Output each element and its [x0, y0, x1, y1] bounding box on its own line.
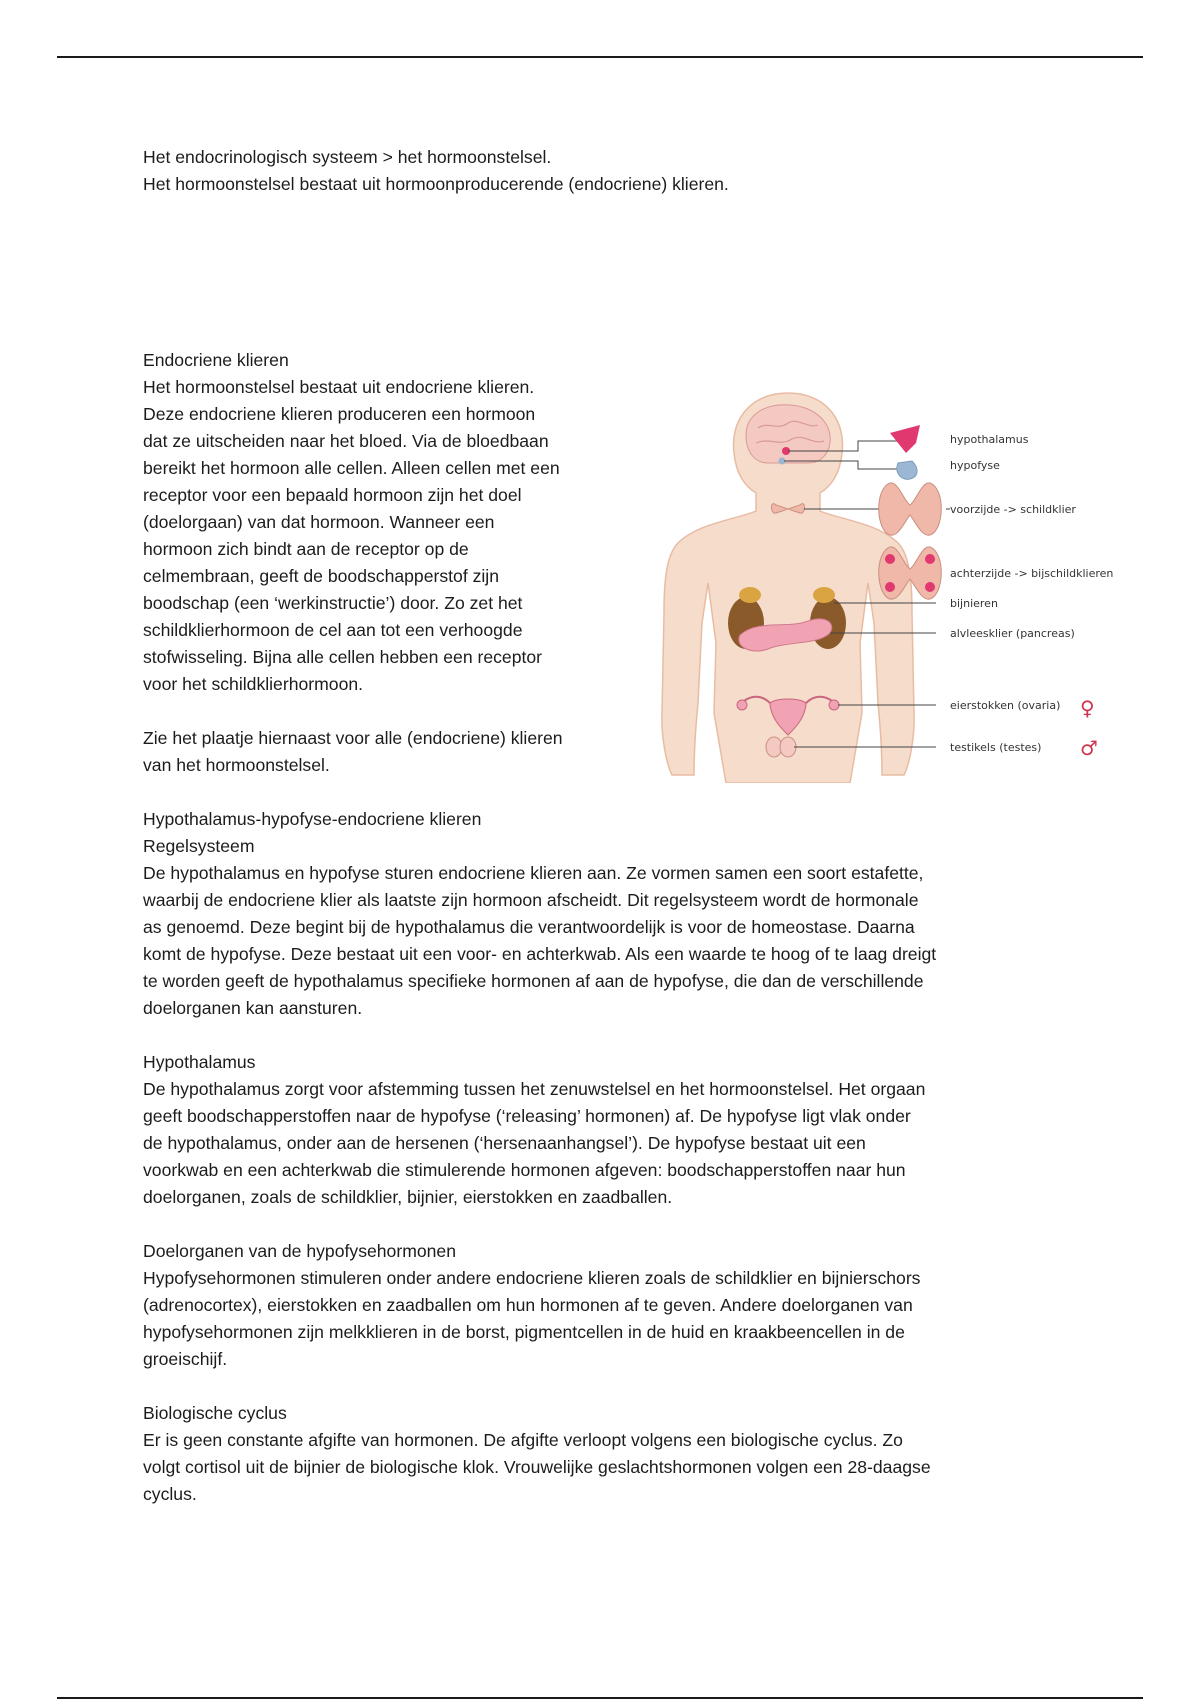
- parathyroid-4: [925, 582, 935, 592]
- endocrine-line: bereikt het hormoon alle cellen. Alleen cellen met een: [143, 458, 560, 478]
- endocrine-line: boodschap (een ‘werkinstructie’) door. Zo zet het: [143, 593, 523, 613]
- endocrine-line: receptor voor een bepaald hormoon zijn het doel: [143, 485, 522, 505]
- label-hypothalamus: hypothalamus: [950, 433, 1029, 446]
- spacer: [143, 1211, 1073, 1238]
- male-symbol-icon: ♂: [1080, 736, 1098, 760]
- endocrine-line: dat ze uitscheiden naar het bloed. Via de bloedbaan: [143, 431, 549, 451]
- hypothalamus-enlarged: [890, 425, 920, 453]
- hypothalamus-line: voorkwab en een achterkwab die stimulerende hormonen afgeven: boodschapperstoffen naar hun: [143, 1160, 906, 1180]
- hhe-section: [143, 806, 1073, 1022]
- label-voorzijde: voorzijde -> schildklier: [950, 503, 1076, 516]
- doelorganen-line: groeischijf.: [143, 1349, 228, 1369]
- see-line: Zie het plaatje hiernaast voor alle (endocriene) klieren: [143, 728, 563, 748]
- spacer: [143, 1373, 1073, 1400]
- endocrine-line: Het hormoonstelsel bestaat uit endocriene klieren.: [143, 377, 535, 397]
- adrenal-right: [813, 587, 835, 603]
- adrenal-left: [739, 587, 761, 603]
- cyclus-line: cyclus.: [143, 1484, 197, 1504]
- intro-line-2: Het hormoonstelsel bestaat uit hormoonproducerende (endocriene) klieren.: [143, 174, 729, 194]
- label-alvleesklier: alvleesklier (pancreas): [950, 627, 1075, 640]
- ovary-right: [829, 700, 839, 710]
- endocrine-title: Endocriene klieren: [143, 350, 289, 370]
- endocrine-line: voor het schildklierhormoon.: [143, 674, 364, 694]
- cyclus-section: [143, 1400, 1073, 1508]
- hypothalamus-line: de hypothalamus, onder aan de hersenen (‘hersenaanhangsel’). De hypofyse bestaat uit een: [143, 1133, 866, 1153]
- hypothalamus-line: geeft boodschapperstoffen naar de hypofyse (‘releasing’ hormonen) af. De hypofyse ligt vlak onder: [143, 1106, 911, 1126]
- spacer: [143, 698, 643, 725]
- spacer: [143, 779, 1073, 806]
- endocrine-glands-figure: [658, 383, 1123, 783]
- spacer: [143, 1022, 1073, 1049]
- hhe-line: waarbij de endocriene klier als laatste zijn hormoon afscheidt. Dit regelsysteem wordt de hormonale: [143, 890, 919, 910]
- header-rule: [57, 56, 1143, 58]
- hhe-line: De hypothalamus en hypofyse sturen endocriene klieren aan. Ze vormen samen een soort estafette,: [143, 863, 924, 883]
- spacer: [143, 198, 1073, 347]
- parathyroid-1: [885, 554, 895, 564]
- hypothalamus-line: De hypothalamus zorgt voor afstemming tussen het zenuwstelsel en het hormoonstelsel. Het orgaan: [143, 1079, 926, 1099]
- endocrine-line: (doelorgaan) van dat hormoon. Wanneer een: [143, 512, 495, 532]
- hypothalamus-line: doelorganen, zoals de schildklier, bijnier, eierstokken en zaadballen.: [143, 1187, 673, 1207]
- endocrine-line: stofwisseling. Bijna alle cellen hebben een receptor: [143, 647, 543, 667]
- hhe-line: as genoemd. Deze begint bij de hypothalamus die verantwoordelijk is voor de homeostase. Daarna: [143, 917, 915, 937]
- hhe-title: Hypothalamus-hypofyse-endocriene klieren: [143, 809, 482, 829]
- doelorganen-line: (adrenocortex), eierstokken en zaadballen om hun hormonen af te geven. Andere doelorganen van: [143, 1295, 913, 1315]
- endocrine-line: schildklierhormoon de cel aan tot een verhoogde: [143, 620, 523, 640]
- hhe-line: te worden geeft de hypothalamus specifieke hormonen af aan de hypofyse, die dan de verschillende: [143, 971, 924, 991]
- hhe-line: doelorganen kan aansturen.: [143, 998, 363, 1018]
- thyroid-front-enlarged: [879, 483, 942, 535]
- hhe-line: komt de hypofyse. Deze bestaat uit een voor- en achterkwab. Als een waarde te hoog of te laag dreigt: [143, 944, 937, 964]
- ovary-left: [737, 700, 747, 710]
- hypofyse-enlarged: [897, 461, 917, 479]
- endocrine-section: [143, 347, 1114, 779]
- parathyroid-2: [925, 554, 935, 564]
- label-bijnieren: bijnieren: [950, 597, 998, 610]
- intro-line-1: Het endocrinologisch systeem > het hormoonstelsel.: [143, 147, 552, 167]
- doelorganen-title: Doelorganen van de hypofysehormonen: [143, 1241, 456, 1261]
- footer-rule: [57, 1697, 1143, 1699]
- endocrine-line: Deze endocriene klieren produceren een hormoon: [143, 404, 536, 424]
- doelorganen-line: hypofysehormonen zijn melkklieren in de borst, pigmentcellen in de huid en kraakbeencellen in de: [143, 1322, 905, 1342]
- endocrine-line: celmembraan, geeft de boodschapperstof zijn: [143, 566, 499, 586]
- document-body: [143, 144, 1114, 1508]
- female-symbol-icon: ♀: [1080, 696, 1095, 720]
- endocrine-text: [143, 347, 643, 779]
- label-eierstokken: eierstokken (ovaria): [950, 699, 1061, 712]
- cyclus-title: Biologische cyclus: [143, 1403, 287, 1423]
- see-line: van het hormoonstelsel.: [143, 755, 330, 775]
- endocrine-line: hormoon zich bindt aan de receptor op de: [143, 539, 469, 559]
- cyclus-line: volgt cortisol uit de bijnier de biologische klok. Vrouwelijke geslachtshormonen volgen een 28-daagse: [143, 1457, 931, 1477]
- label-testikels: testikels (testes): [950, 741, 1042, 754]
- parathyroid-3: [885, 582, 895, 592]
- cyclus-line: Er is geen constante afgifte van hormonen. De afgifte verloopt volgens een biologische cyclus. Zo: [143, 1430, 903, 1450]
- hypothalamus-section: [143, 1049, 1073, 1211]
- body-diagram: [658, 383, 1123, 783]
- testis-right: [780, 737, 796, 757]
- hypothalamus-title: Hypothalamus: [143, 1052, 256, 1072]
- doelorganen-section: [143, 1238, 1073, 1373]
- doelorganen-line: Hypofysehormonen stimuleren onder andere endocriene klieren zoals de schildklier en bijnierschors: [143, 1268, 921, 1288]
- label-hypofyse: hypofyse: [950, 459, 1000, 472]
- label-achterzijde: achterzijde -> bijschildklieren: [950, 567, 1114, 580]
- hhe-subtitle: Regelsysteem: [143, 836, 255, 856]
